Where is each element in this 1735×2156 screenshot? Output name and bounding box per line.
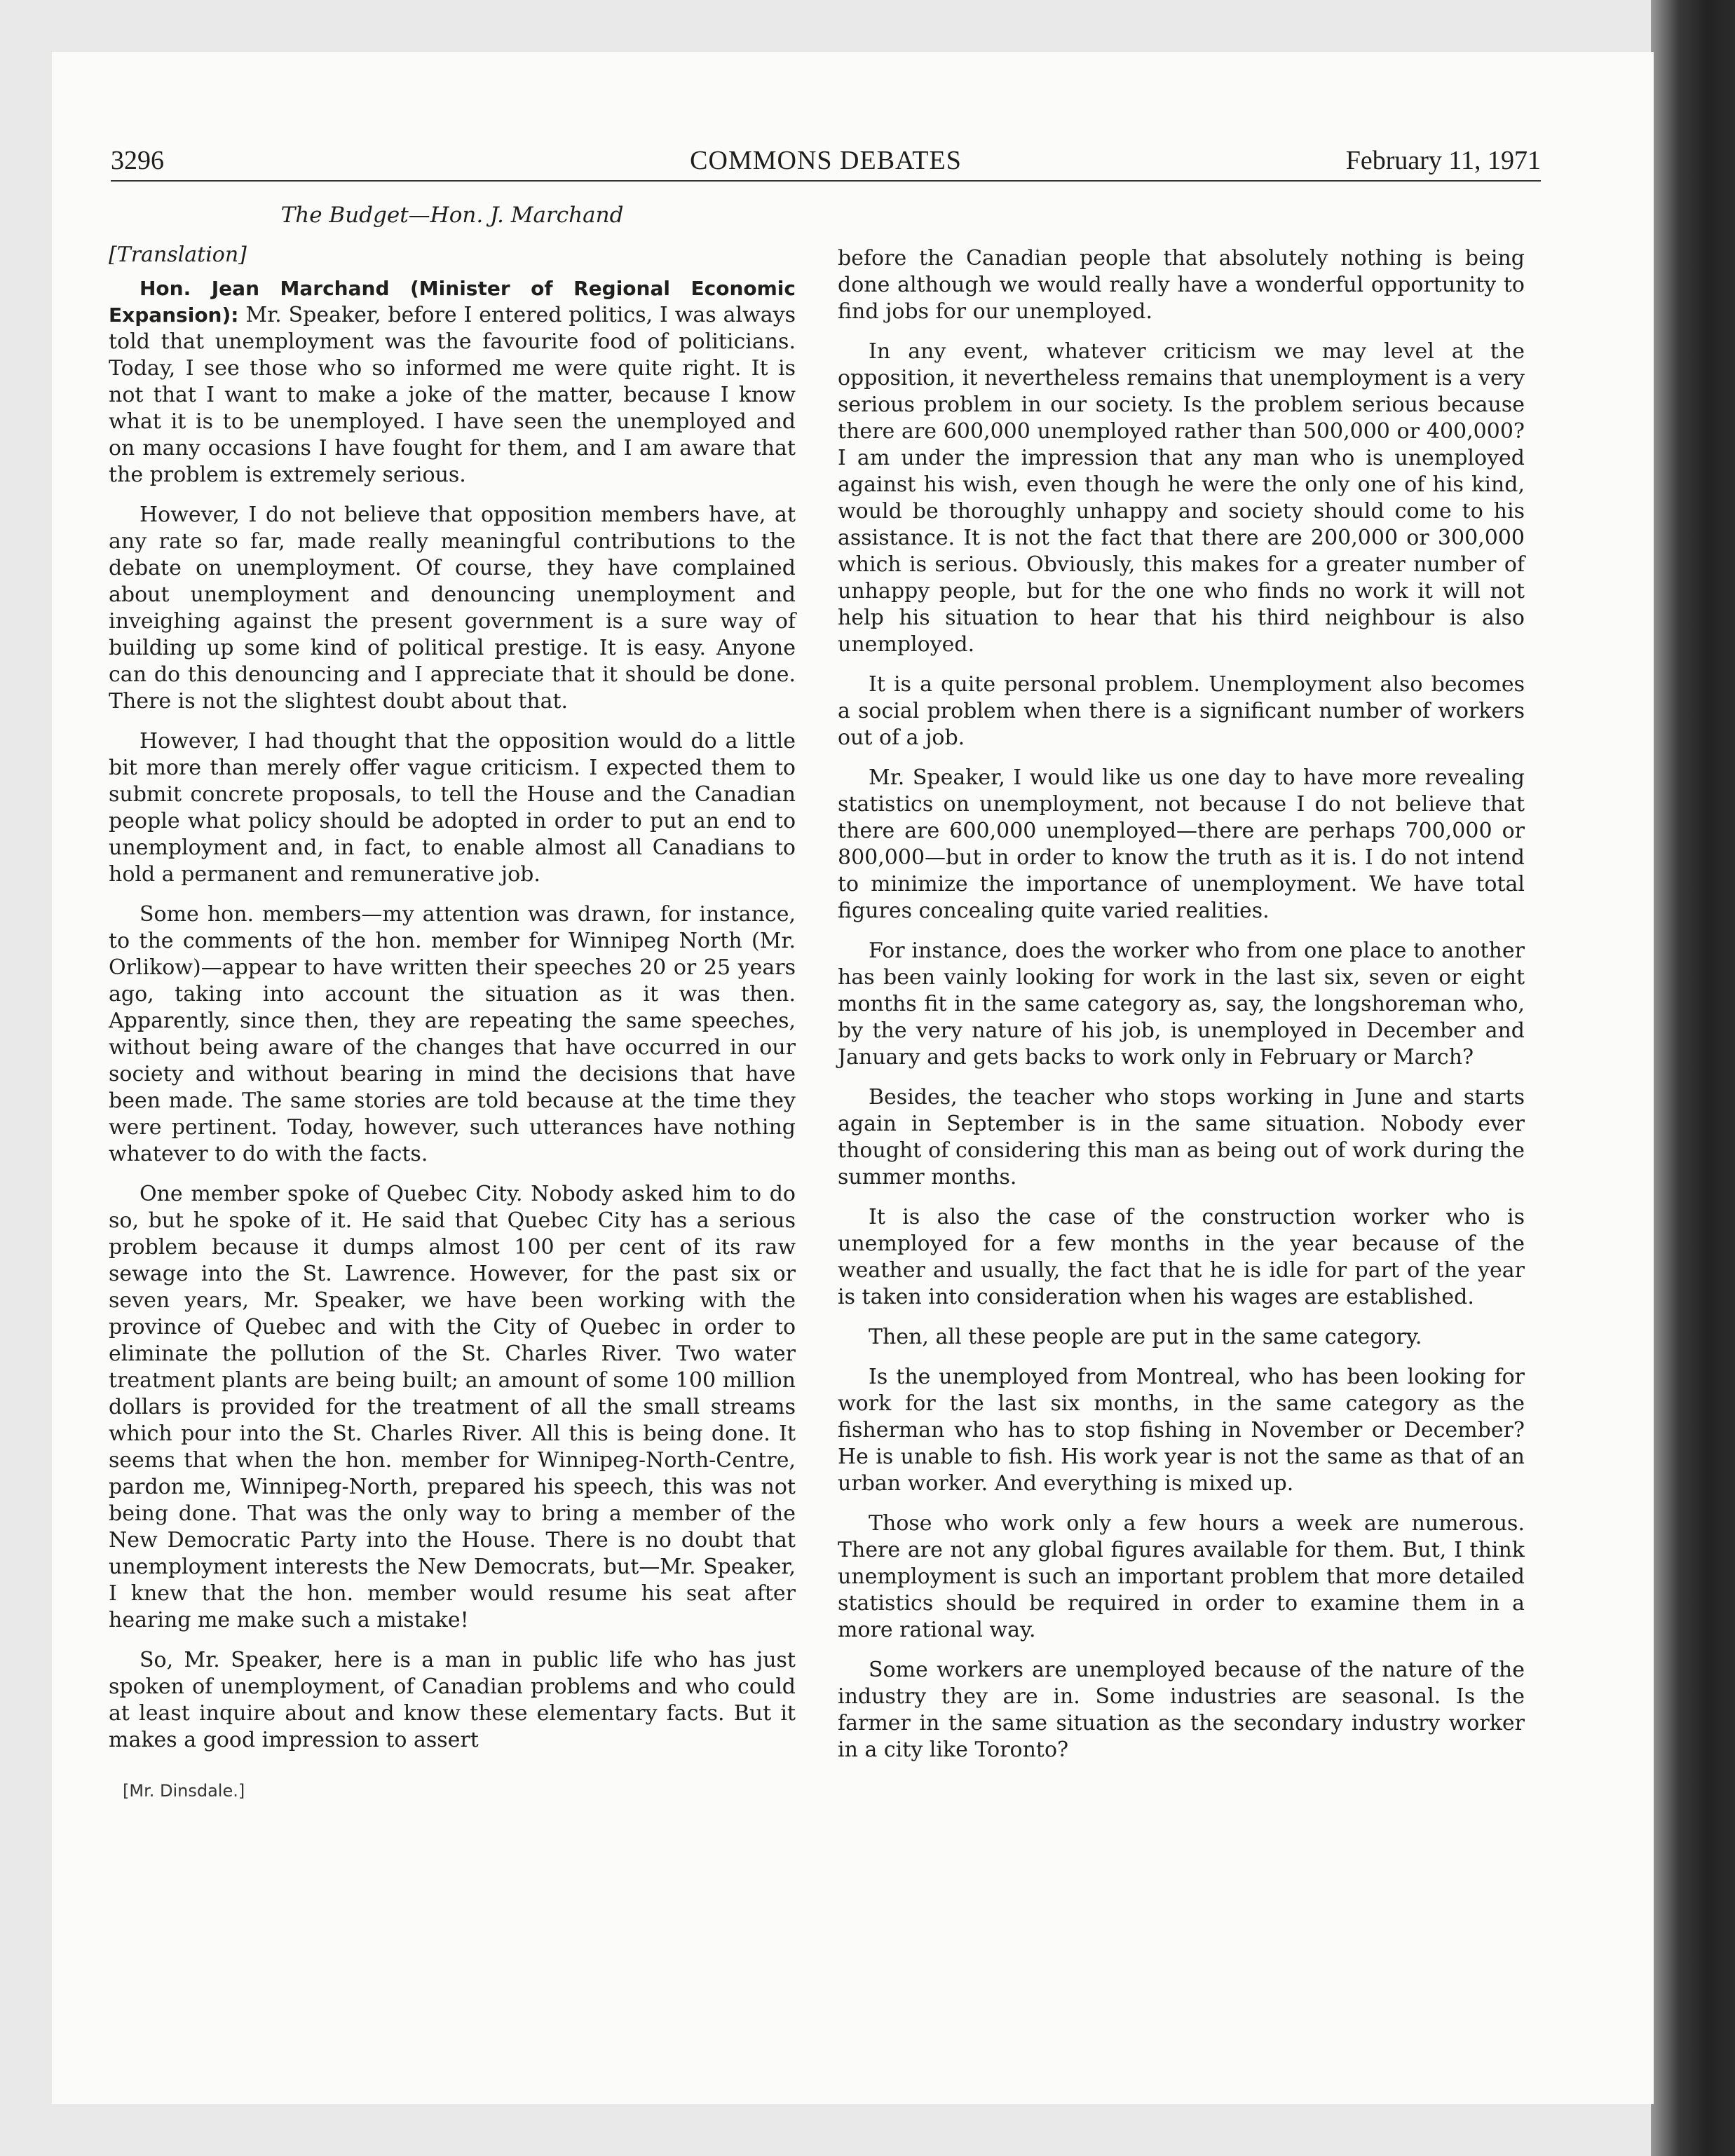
running-head: The Budget—Hon. J. Marchand — [280, 203, 624, 228]
paragraph — [109, 275, 796, 489]
paragraph: Mr. Speaker, I would like us one day to have more revealing statistics on unemployment, not because I do not believe that there are 600,000 unemployed—there are perhaps 700,000 or 800,000—but in order to know the truth as it is. I do not intend to minimize the importance of unemployment. We have total figures concealing quite varied realities. — [838, 765, 1525, 923]
paragraph: Besides, the teacher who stops working in June and starts again in September is in the same situation. Nobody ever thought of considering this man as being out of work during the summer months. — [838, 1085, 1525, 1189]
left-column — [109, 202, 796, 1817]
paragraph: It is also the case of the construction worker who is unemployed for a few months in the year because of the weather and usually, the fact that he is idle for part of the year is taken into consideration when his wages are established. — [838, 1205, 1525, 1309]
paragraph: However, I had thought that the opposition would do a little bit more than merely offer vague criticism. I expected them to submit concrete proposals, to tell the House and the Canadian people what policy should be adopted in order to put an end to unemployment and, in fact, to enable almost all Canadians to hold a permanent and remunerative job. — [109, 729, 796, 887]
paragraph: One member spoke of Quebec City. Nobody asked him to do so, but he spoke of it. He said that Quebec City has a serious problem because it dumps almost 100 per cent of its raw sewage into the St. Lawrence. However, for the past six or seven years, Mr. Speaker, we have been working with the province of Quebec and with the City of Quebec in order to eliminate the pollution of the St. Charles River. Two water treatment plants are being built; an amount of some 100 million dollars is provided for the treatment of all the small streams which pour into the St. Charles River. All this is being done. It seems that when the hon. member for Winnipeg-North-Centre, pardon me, Winnipeg-North, prepared his speech, this was not being done. That was the only way to bring a member of the New Democratic Party into the House. There is no doubt that unemployment interests the New Democrats, but—Mr. Speaker, I knew that the hon. member would resume his seat after hearing me make such a mistake! — [109, 1182, 796, 1632]
speaker-footnote: [Mr. Dinsdale.] — [123, 1781, 245, 1801]
page-header — [111, 145, 1541, 177]
paragraph: Some hon. members—my attention was drawn, for instance, to the comments of the hon. member for Winnipeg North (Mr. Orlikow)—appear to have written their speeches 20 or 25 years ago, taking into account the situation as it was then. Apparently, since then, they are repeating the same speeches, without being aware of the changes that have occurred in our society and without bearing in mind the decisions that have been made. The same stories are told because at the time they were pertinent. Today, however, such utterances have nothing whatever to do with the facts. — [109, 902, 796, 1166]
speaker-name: Hon. Jean Marchand (Minister of Regional Economic Expansion): — [109, 277, 796, 327]
page-number: 3296 — [111, 146, 164, 175]
publication-title: COMMONS DEBATES — [690, 146, 962, 175]
paragraph: Those who work only a few hours a week are numerous. There are not any global figures available for them. But, I think unemployment is such an important problem that more detailed statistics should be required in order to examine them in a more rational way. — [838, 1511, 1525, 1642]
page-date: February 11, 1971 — [1345, 146, 1541, 175]
paragraph: Is the unemployed from Montreal, who has been looking for work for the last six months, in the same category as the fisherman who has to stop fishing in November or December? He is unable to fish. His work year is not the same as that of an urban worker. And everything is mixed up. — [838, 1365, 1525, 1496]
paragraph: In any event, whatever criticism we may level at the opposition, it nevertheless remains that unemployment is a very serious problem in our society. Is the problem serious because there are 600,000 unemployed rather than 500,000 or 400,000? I am under the impression that any man who is unemployed against his wish, even though he were the only one of his kind, would be thoroughly unhappy and society should come to his assistance. It is not the fact that there are 200,000 or 300,000 which is serious. Obviously, this makes for a greater number of unhappy people, but for the one who finds no work it will not help his situation to hear that his third neighbour is also unemployed. — [838, 339, 1525, 657]
paragraph: It is a quite personal problem. Unemployment also becomes a social problem when there is a significant number of workers out of a job. — [838, 672, 1525, 750]
translation-tag: [Translation] — [109, 243, 247, 267]
paragraph: However, I do not believe that opposition members have, at any rate so far, made really meaningful contributions to the debate on unemployment. Of course, they have complained about unemployment and denouncing unemployment and inveighing against the present government is a sure way of building up some kind of political prestige. It is easy. Anyone can do this denouncing and I appreciate that it should be done. There is not the slightest doubt about that. — [109, 503, 796, 714]
paragraph: For instance, does the worker who from one place to another has been vainly looking for work in the last six, seven or eight months fit in the same category as, say, the longshoreman who, by the very nature of his job, is unemployed in December and January and gets backs to work only in February or March? — [838, 939, 1525, 1070]
paragraph: So, Mr. Speaker, here is a man in public life who has just spoken of unemployment, of Canadian problems and who could at least inquire about and know these elementary facts. But it makes a good impression to assert — [109, 1648, 796, 1752]
paragraph-text: Mr. Speaker, before I entered politics, I was always told that unemployment was the favourite food of politicians. Today, I see those who so informed me were quite right. It is not that I want to make a joke of the matter, because I know what it is to be unemployed. I have seen the unemployed and on many occasions I have fought for them, and I am aware that the problem is extremely serious. — [109, 303, 796, 487]
paragraph: before the Canadian people that absolutely nothing is being done although we would really have a wonderful opportunity to find jobs for our unemployed. — [838, 246, 1525, 324]
scan-edge-shadow — [1651, 0, 1735, 2156]
paragraph: Then, all these people are put in the same category. — [869, 1325, 1422, 1349]
paragraph: Some workers are unemployed because of the nature of the industry they are in. Some industries are seasonal. Is the farmer in the same situation as the secondary industry worker in a city like Toronto? — [838, 1658, 1525, 1762]
right-column — [838, 245, 1525, 1777]
header-rule — [111, 180, 1541, 182]
